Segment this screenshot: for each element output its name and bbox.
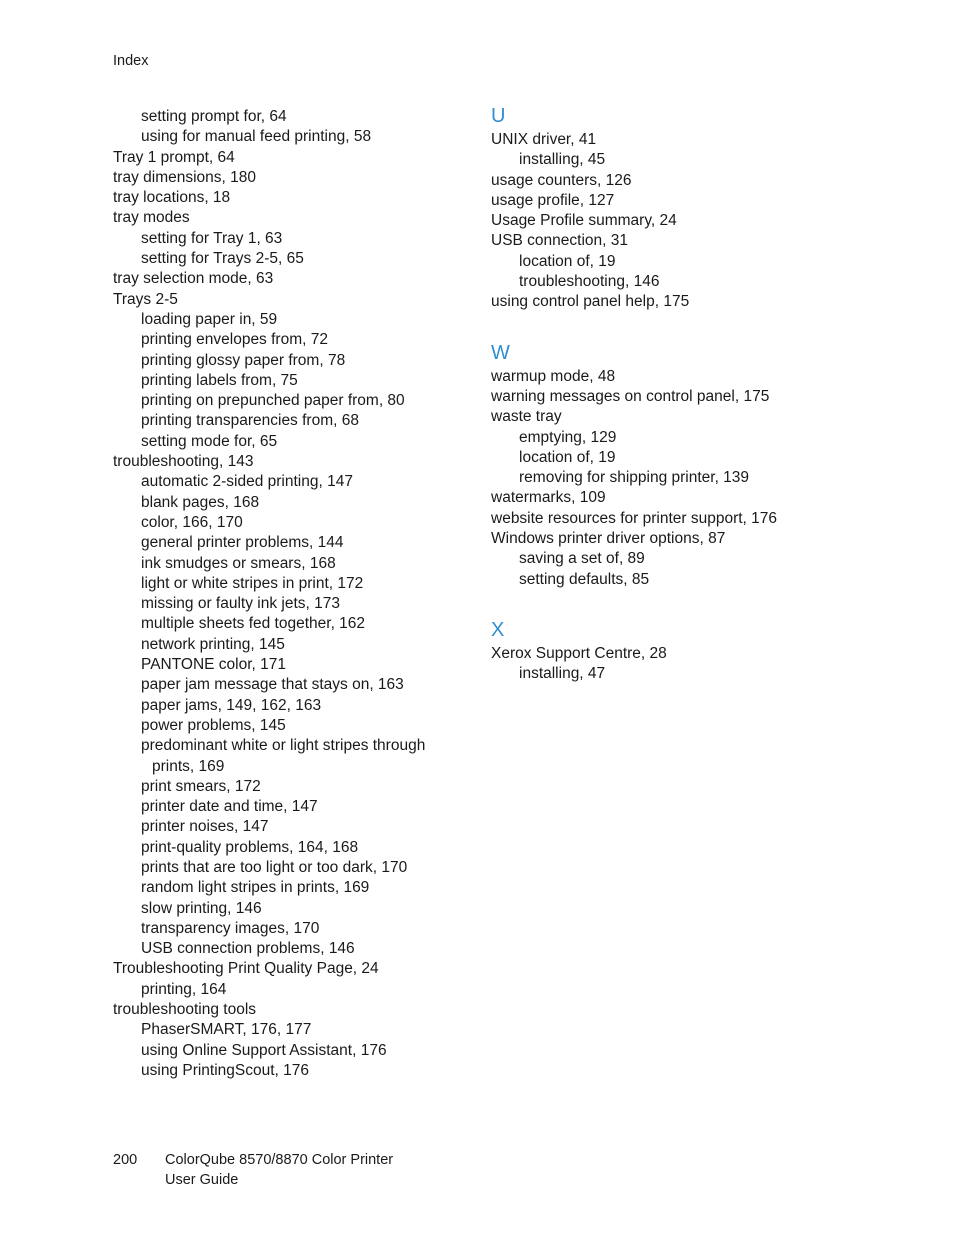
index-subentry: ink smudges or smears, 168 (141, 554, 336, 572)
index-subentry: random light stripes in prints, 169 (141, 879, 370, 897)
index-entry: website resources for printer support, 176 (491, 509, 778, 527)
index-subentry: general printer problems, 144 (141, 534, 344, 552)
index-entry: Trays 2-5 (113, 290, 178, 308)
index-subentry: print smears, 172 (141, 777, 261, 795)
index-entry: usage counters, 126 (491, 171, 632, 189)
index-entry: tray modes (113, 209, 190, 227)
index-subentry: paper jams, 149, 162, 163 (141, 696, 322, 714)
footer-title (165, 1151, 393, 1190)
index-subentry: setting for Trays 2-5, 65 (141, 250, 304, 268)
index-subentry: power problems, 145 (141, 716, 286, 734)
index-subentry: loading paper in, 59 (141, 310, 278, 328)
index-entry: warmup mode, 48 (491, 367, 616, 385)
index-column-right (491, 107, 831, 685)
index-entry: using control panel help, 175 (491, 293, 690, 311)
section-letter-heading: W (491, 341, 510, 364)
index-subentry: printing on prepunched paper from, 80 (141, 392, 405, 410)
index-entry: Troubleshooting Print Quality Page, 24 (113, 960, 379, 978)
index-subentry: printer noises, 147 (141, 818, 269, 836)
index-subentry: slow printing, 146 (141, 899, 262, 917)
index-subentry: PhaserSMART, 176, 177 (141, 1021, 312, 1039)
section-letter-heading: X (491, 618, 505, 641)
index-entry: tray locations, 18 (113, 189, 231, 207)
index-subentry: printing, 164 (141, 980, 227, 998)
index-subentry: printer date and time, 147 (141, 798, 318, 816)
index-subentry: installing, 45 (519, 151, 606, 169)
index-subentry: missing or faulty ink jets, 173 (141, 595, 341, 613)
index-entry: USB connection, 31 (491, 232, 629, 250)
index-entry: tray selection mode, 63 (113, 270, 274, 288)
section-spacer (491, 590, 831, 617)
index-entry: Tray 1 prompt, 64 (113, 148, 235, 166)
index-entry: waste tray (491, 408, 562, 426)
index-entry: warning messages on control panel, 175 (491, 387, 770, 405)
index-entry: Xerox Support Centre, 28 (491, 644, 667, 662)
index-subentry: PANTONE color, 171 (141, 656, 287, 674)
index-entry: watermarks, 109 (491, 489, 606, 507)
running-header: Index (113, 53, 149, 69)
index-subentry: predominant white or light stripes through (141, 737, 426, 755)
index-subentry: setting prompt for, 64 (141, 108, 287, 125)
index-entry: usage profile, 127 (491, 191, 615, 209)
index-subentry: USB connection problems, 146 (141, 940, 355, 958)
index-subentry: setting defaults, 85 (519, 570, 650, 588)
index-subentry: light or white stripes in print, 172 (141, 574, 364, 592)
section-letter-heading: U (491, 105, 506, 127)
index-subentry: printing transparencies from, 68 (141, 412, 359, 430)
index-subentry: prints that are too light or too dark, 170 (141, 858, 408, 876)
index-entry: UNIX driver, 41 (491, 131, 597, 148)
index-subentry: blank pages, 168 (141, 493, 260, 511)
index-entry: Windows printer driver options, 87 (491, 530, 726, 548)
index-subentry: transparency images, 170 (141, 919, 320, 937)
index-column-left (113, 107, 473, 1081)
index-subentry: using PrintingScout, 176 (141, 1061, 310, 1079)
section-spacer (491, 313, 831, 340)
index-subentry: printing glossy paper from, 78 (141, 351, 346, 369)
index-subentry: saving a set of, 89 (519, 550, 645, 568)
index-subentry: multiple sheets fed together, 162 (141, 615, 366, 633)
index-subentry: location of, 19 (519, 448, 616, 466)
page-number: 200 (113, 1152, 138, 1168)
index-entry: troubleshooting tools (113, 1001, 257, 1019)
index-subentry: print-quality problems, 164, 168 (141, 838, 359, 856)
index-subentry: troubleshooting, 146 (519, 273, 660, 291)
footer-product-name: ColorQube 8570/8870 Color Printer (165, 1152, 394, 1168)
index-subentry: location of, 19 (519, 252, 616, 270)
index-entry: troubleshooting, 143 (113, 453, 254, 471)
index-subentry: printing envelopes from, 72 (141, 331, 328, 349)
index-entry: tray dimensions, 180 (113, 168, 257, 186)
footer-document-name: User Guide (165, 1171, 239, 1188)
index-entry-continuation: prints, 169 (152, 757, 225, 775)
index-subentry: network printing, 145 (141, 635, 285, 653)
index-subentry: using for manual feed printing, 58 (141, 128, 372, 146)
index-entry: Usage Profile summary, 24 (491, 212, 677, 230)
index-subentry: automatic 2-sided printing, 147 (141, 473, 353, 491)
index-subentry: using Online Support Assistant, 176 (141, 1041, 387, 1059)
index-subentry: setting for Tray 1, 63 (141, 229, 283, 247)
index-subentry: color, 166, 170 (141, 513, 243, 531)
index-subentry: setting mode for, 65 (141, 432, 278, 450)
index-subentry: paper jam message that stays on, 163 (141, 676, 404, 694)
index-subentry: installing, 47 (519, 665, 606, 683)
index-subentry: emptying, 129 (519, 428, 617, 446)
index-subentry: removing for shipping printer, 139 (519, 469, 750, 487)
index-subentry: printing labels from, 75 (141, 371, 298, 389)
